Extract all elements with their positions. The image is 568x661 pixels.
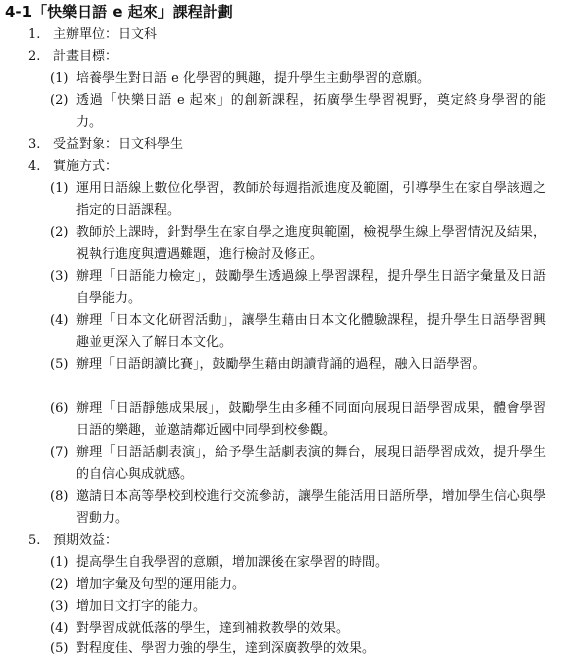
list-item xyxy=(0,178,568,222)
item-number: (3) xyxy=(50,269,69,284)
section-1 xyxy=(0,24,568,46)
item-text: 教師於上課時，針對學生在家自學之進度與範圍，檢視學生線上學習情況及結果，視執行進度與遭遇難題，進行檢討及修正。 xyxy=(76,225,546,262)
section-heading: 受益對象：日文科學生 xyxy=(53,137,184,152)
item-text: 辦理「日語靜態成果展」，鼓勵學生由多種不同面向展現日語學習成果，體會學習日語的樂趣，並邀請鄰近國中同學到校參觀。 xyxy=(76,401,546,438)
item-text: 辦理「日本文化研習活動」，讓學生藉由日本文化體驗課程，提升學生日語學習興趣並更深入了解日本文化。 xyxy=(76,313,546,350)
item-text: 辦理「日語朗讀比賽」，鼓勵學生藉由朗讀背誦的過程，融入日語學習。 xyxy=(76,357,486,372)
list-item xyxy=(0,266,568,310)
item-number: (1) xyxy=(50,555,69,570)
item-text: 培養學生對日語 e 化學習的興趣，提升學生主動學習的意願。 xyxy=(76,71,430,86)
list-item xyxy=(0,398,568,442)
list-item xyxy=(0,486,568,530)
item-number: (8) xyxy=(50,489,69,504)
section-heading: 主辦單位：日文科 xyxy=(53,27,158,42)
item-number: (2) xyxy=(50,93,69,108)
section-number: 2. xyxy=(28,49,41,64)
item-text: 邀請日本高等學校到校進行交流參訪，讓學生能活用日語所學，增加學生信心與學習動力。 xyxy=(76,489,546,526)
list-item xyxy=(0,310,568,354)
item-number: (4) xyxy=(50,313,69,328)
item-number: (4) xyxy=(50,621,69,636)
list-item xyxy=(0,618,568,640)
section-5 xyxy=(0,530,568,552)
section-2 xyxy=(0,46,568,68)
item-number: (5) xyxy=(50,641,69,656)
item-text: 增加字彙及句型的運用能力。 xyxy=(76,577,246,592)
list-item xyxy=(0,354,568,398)
section-heading: 計畫目標： xyxy=(53,49,119,64)
page-title: 4-1「快樂日語 e 起來」課程計劃 xyxy=(5,3,233,21)
list-item xyxy=(0,596,568,618)
section-heading: 實施方式： xyxy=(53,159,119,174)
item-number: (1) xyxy=(50,71,69,86)
section-3 xyxy=(0,134,568,156)
section-number: 3. xyxy=(28,137,41,152)
item-text: 提高學生自我學習的意願，增加課後在家學習的時間。 xyxy=(76,555,389,570)
item-text: 辦理「日語能力檢定」，鼓勵學生透過線上學習課程，提升學生日語字彙量及日語自學能力。 xyxy=(76,269,546,306)
item-number: (2) xyxy=(50,577,69,592)
section-heading: 預期效益： xyxy=(53,533,119,548)
item-number: (1) xyxy=(50,181,69,196)
section-number: 1. xyxy=(28,27,41,42)
item-number: (7) xyxy=(50,445,69,460)
item-text: 對程度佳、學習力強的學生，達到深廣教學的效果。 xyxy=(76,641,376,656)
item-number: (2) xyxy=(50,225,69,240)
item-text: 辦理「日語話劇表演」，給予學生話劇表演的舞台，展現日語學習成效，提升學生的自信心與成就感。 xyxy=(76,445,546,482)
list-item xyxy=(0,222,568,266)
item-number: (5) xyxy=(50,357,69,372)
item-number: (3) xyxy=(50,599,69,614)
list-item xyxy=(0,90,568,134)
item-text: 透過「快樂日語 e 起來」的創新課程，拓廣學生學習視野，奠定終身學習的能力。 xyxy=(76,93,546,130)
section-4 xyxy=(0,156,568,178)
list-item xyxy=(0,638,568,660)
list-item xyxy=(0,68,568,90)
list-item xyxy=(0,574,568,596)
section-number: 4. xyxy=(28,159,41,174)
item-text: 對學習成就低落的學生，達到補救教學的效果。 xyxy=(76,621,350,636)
list-item xyxy=(0,552,568,574)
item-text: 增加日文打字的能力。 xyxy=(76,599,207,614)
list-item xyxy=(0,442,568,486)
item-number: (6) xyxy=(50,401,69,416)
item-text: 運用日語線上數位化學習，教師於每週指派進度及範圍，引導學生在家自學該週之指定的日語課程。 xyxy=(76,181,546,218)
section-number: 5. xyxy=(28,533,41,548)
